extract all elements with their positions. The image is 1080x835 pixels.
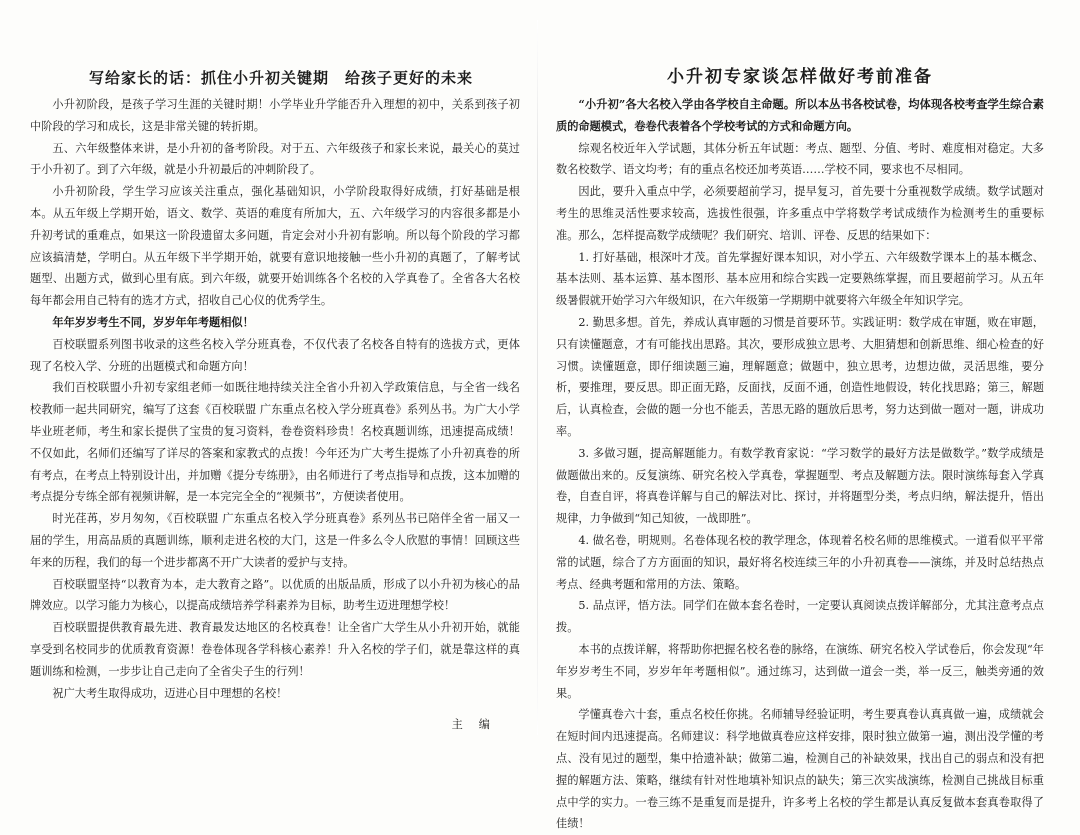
- paragraph: 本书的点拨详解，将帮助你把握名校名卷的脉络，在演练、研究名校入学试卷后，你会发现“年年岁岁考生不同，岁岁年年考题相似”。通过练习，达到做一道会一类，举一反三，触类旁通的效果。: [556, 642, 1044, 700]
- page-gutter: [537, 20, 538, 735]
- paragraph: 学懂真卷六十套，重点名校任你挑。名师辅导经验证明，考生要真卷认真真做一遍，成绩就会在短时间内迅速提高。名师建议：科学地做真卷应这样安排，限时独立做第一遍，测出没学懂的考点、没有见过的题型，集中拾遗补缺；做第二遍，检测自己的补缺效果，找出自己的弱点和没有把握的解题方法、策略，继续有针对性地填补知识点的缺失；第三次实战演练，检测自己挑战目标重点中学的实力。一卷三练不是重复而是提升，许多考上名校的学生都是认真反复做本套真卷取得了佳绩！: [556, 708, 1044, 831]
- left-page-body: [30, 94, 520, 736]
- left-page: [30, 0, 520, 758]
- paragraph: 因此，要升入重点中学，必须要超前学习，提早复习，首先要十分重视数学成绩。数学试题对考生的思维灵活性要求较高，选拔性很强，许多重点中学将数学考试成绩作为检测考生的重要标准。那么，怎样提高数学成绩呢？我们研究、培训、评卷、反思的结果如下：: [556, 185, 1044, 242]
- bold-heading: 年年岁岁考生不同，岁岁年年考题相似！: [52, 314, 254, 329]
- paragraph: 小升初阶段，学生学习应该关注重点，强化基础知识，小学阶段取得好成绩，打好基础是根本。从五年级上学期开始，语文、数学、英语的难度有所加大，五、六年级学习的内容很多都是小升初考试的重难点，如果这一阶段遗留太多问题，肯定会对小升初有影响。所以每个阶段的学习都应该搞清楚，学明白。从五年级下半学期开始，就要有意识地接触一些小升初的真题了，了解考试题型、出题方式，做到心里有底。到六年级，就要开始训练各个名校的入学真卷了。全省各大名校每年都会用自己特有的选才方式，招收自己心仪的优秀学生。: [30, 185, 520, 308]
- paragraph: 百校联盟系列图书收录的这些名校入学分班真卷，不仅代表了名校各自特有的选拔方式，更体现了名校入学、分班的出题模式和命题方向！: [30, 337, 520, 373]
- bold-paragraph: “小升初”各大名校入学由各学校自主命题。所以本丛书各校试卷，均体现各校考查学生综合素质的命题模式，卷卷代表着各个学校考试的方式和命题方向。: [556, 97, 1044, 133]
- paragraph: 4. 做名卷，明规则。名卷体现名校的教学理念，体现着名校名师的思维模式。一道看似平平常常的试题，综合了方方面面的知识，最好将名校连续三年的小升初真卷——演练，并及时总结热点考点、经典考题和常用的方法、策略。: [556, 533, 1044, 591]
- paragraph: 祝广大考生取得成功，迈进心目中理想的名校！: [52, 686, 288, 700]
- paragraph: 综观名校近年入学试题，其体分析五年试题：考点、题型、分值、考时、难度相对稳定。大多数名校数学、语文均考；有的重点名校还加考英语……学校不同，要求也不尽相同。: [556, 141, 1044, 177]
- paragraph: 五、六年级整体来讲，是小升初的备考阶段。对于五、六年级孩子和家长来说，最关心的莫过于小升初了。到了六年级，就是小升初最后的冲刺阶段了。: [30, 141, 520, 177]
- paragraph: 我们百校联盟小升初专家组老师一如既往地持续关注全省小升初入学政策信息，与全省一线名校教师一起共同研究，编写了这套《百校联盟 广东重点名校入学分班真卷》系列丛书。为广大小学毕业班老师，考生和家长提供了宝贵的复习资料，卷卷资料珍贵！名校真题训练，迅速提高成绩！不仅如此，名师们还编写了详尽的答案和家教式的点拨！今年还为广大考生提炼了小升初真卷的所有考点，在考点上特别设计出，并加赠《提分专练册》，由名师进行了考点指导和点拨，这本加赠的考点提分专练全部有视频讲解，是一本完完全全的“视频书”，方便读者使用。: [30, 381, 520, 504]
- paragraph: 时光荏苒，岁月匆匆，《百校联盟 广东重点名校入学分班真卷》系列丛书已陪伴全省一届又一届的学生，用高品质的真题训练，顺利走进名校的大门，这是一件多么令人欣慰的事情！回顾这些年来的历程，我们的每一个进步都离不开广大读者的爱护与支持。: [30, 512, 520, 569]
- paragraph: 1. 打好基础，根深叶才茂。首先掌握好课本知识，对小学五、六年级数学课本上的基本概念、基本法则、基本运算、基本图形、基本应用和综合实践一定要熟练掌握，而且要超前学习。从五年级暑假就开始学习六年级知识，在六年级第一学期期中就要将六年级全年知识学完。: [556, 250, 1044, 308]
- left-page-title: 写给家长的话：抓住小升初关键期 给孩子更好的未来: [88, 69, 473, 87]
- signature: [30, 714, 520, 736]
- paragraph: 2. 勤思多想。首先，养成认真审题的习惯是首要环节。实践证明：数学成在审题，败在审题，只有读懂题意，才有可能找出思路。其次，要形成独立思考、大胆猜想和创新思维、细心检查的好习惯。读懂题意，即仔细读题三遍，理解题意；做题中，独立思考，边想边做，灵活思维，要分析，要推理，要反思。即正面无路，反面找，反面不通，创造性地假设，转化找思路；第三，解题后，认真检查，会做的题一分也不能丢，苦思无路的题放后思考，努力达到做一题对一题，讲成功率。: [556, 315, 1044, 438]
- right-page-body: [556, 94, 1044, 835]
- paragraph: 3. 多做习题，提高解题能力。有数学教育家说：“学习数学的最好方法是做数学。”数学成绩是做题做出来的。反复演练、研究名校入学真卷，掌握题型、考点及解题方法。限时演练每套入学真卷，自查自评，将真卷详解与自己的解法对比、探讨，并将题型分类，考点归纳，解法提升，悟出规律，力争做到“知己知彼，一战即胜”。: [556, 446, 1044, 526]
- paragraph: 5. 品点评，悟方法。同学们在做本套名卷时，一定要认真阅读点拨详解部分，尤其注意考点点拨。: [556, 599, 1044, 635]
- paragraph: 百校联盟提供教育最先进、教育最发达地区的名校真卷！让全省广大学生从小升初开始，就能享受到名校同步的优质教育资源！卷卷体现各学科核心素养！升入名校的学子们，就是靠这样的真题训练和检测，一步步让自己走向了全省尖子生的行列！: [30, 621, 520, 678]
- right-page: [556, 0, 1044, 831]
- right-page-title: 小升初专家谈怎样做好考前准备: [667, 67, 933, 87]
- signature-text: 主编: [451, 718, 506, 732]
- paragraph: 小升初阶段，是孩子学习生涯的关键时期！小学毕业升学能否升入理想的初中，关系到孩子初中阶段的学习和成长，这是非常关键的转折期。: [30, 98, 520, 133]
- paragraph: 百校联盟坚持“以教育为本，走大教育之路”。以优质的出版品质，形成了以小升初为核心的品牌效应。以学习能力为核心，以提高成绩培养学科素养为目标，助考生迈进理想学校！: [30, 577, 520, 613]
